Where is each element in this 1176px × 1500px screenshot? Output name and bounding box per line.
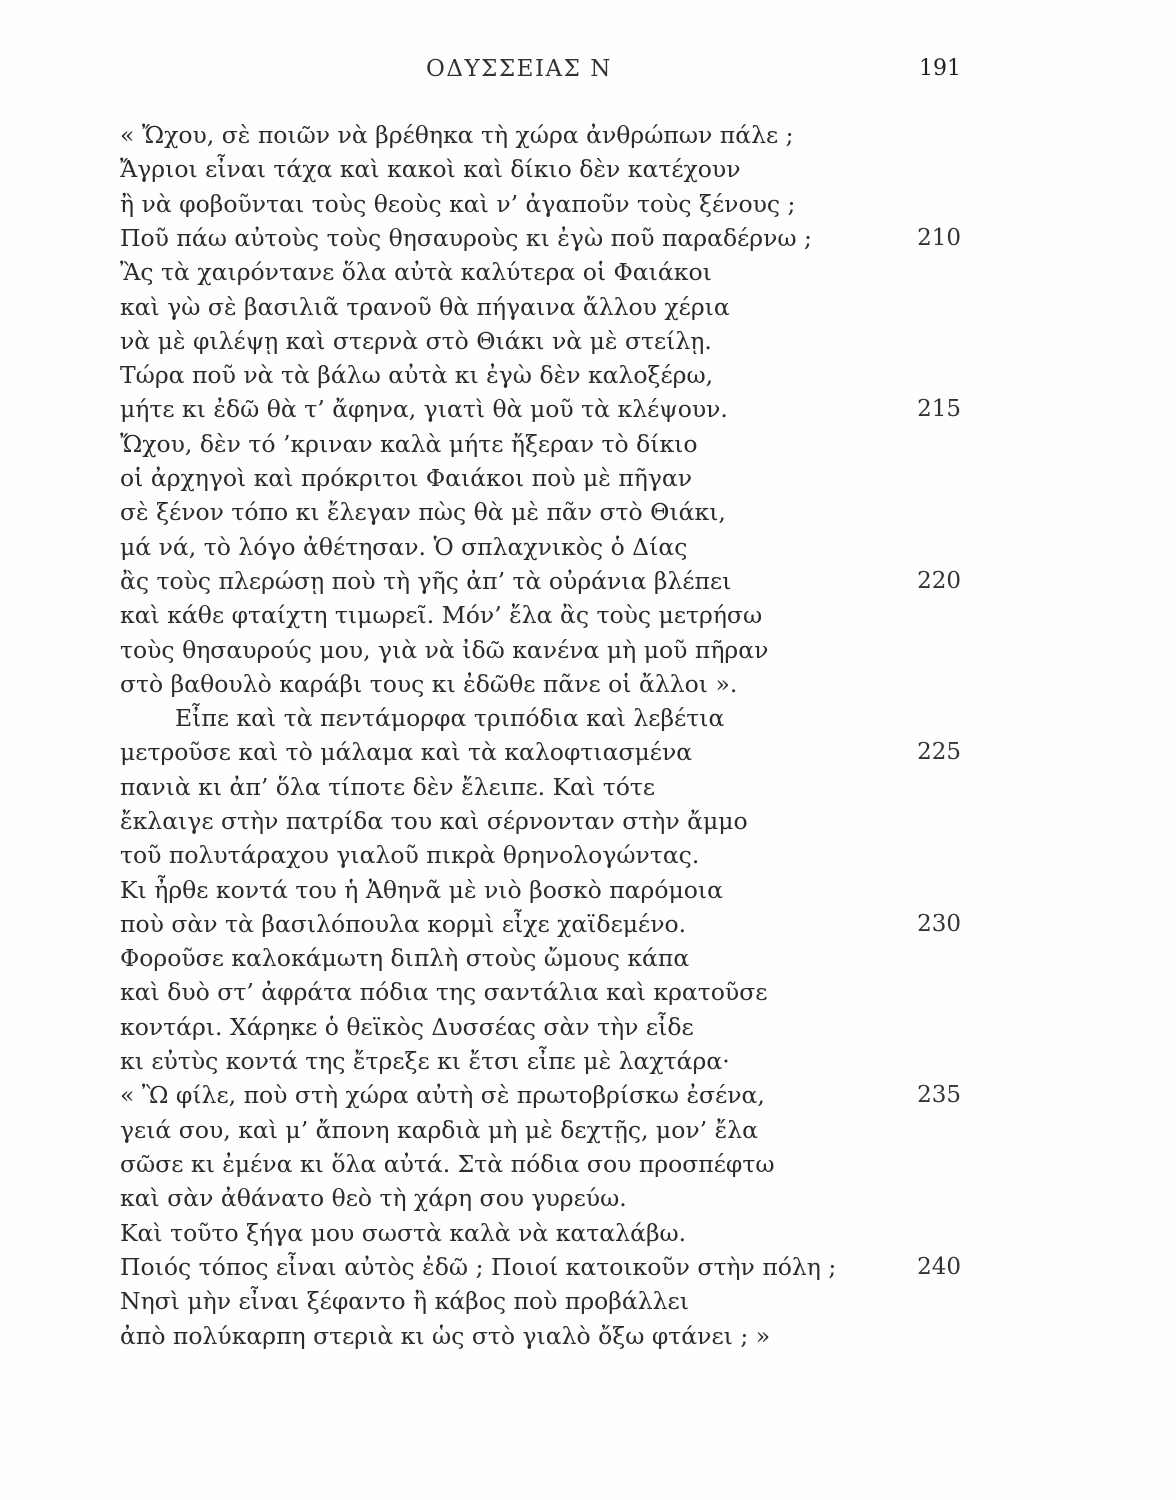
verse-line: σὲ ξένον τόπο κι ἔλεγαν πὼς θὰ μὲ πᾶν στὸ Θιάκι, (120, 498, 726, 526)
verse-line: μετροῦσε καὶ τὸ μάλαμα καὶ τὰ καλοφτιασμένα (120, 738, 693, 766)
line-number: 220 (917, 568, 961, 594)
verse-line: Ποιός τόπος εἶναι αὐτὸς ἐδῶ ; Ποιοί κατοικοῦν στὴν πόλη ; (120, 1253, 837, 1281)
line-number: 230 (917, 911, 961, 937)
verse-line: καὶ κάθε φταίχτη τιμωρεῖ. Μόν’ ἔλα ἂς τοὺς μετρήσω (120, 601, 763, 629)
line-number: 240 (917, 1254, 961, 1280)
verse-line: πανιὰ κι ἀπ’ ὅλα τίποτε δὲν ἔλειπε. Καὶ τότε (120, 773, 656, 801)
verse-line: « Ὢ φίλε, ποὺ στὴ χώρα αὐτὴ σὲ πρωτοβρίσκω ἐσένα, (120, 1081, 765, 1109)
page-number: 191 (919, 56, 961, 81)
line-number: 215 (917, 396, 961, 422)
verse-line: τοῦ πολυτάραχου γιαλοῦ πικρὰ θρηνολογώντας. (120, 841, 700, 869)
verse-line: τοὺς θησαυρούς μου, γιὰ νὰ ἰδῶ κανένα μὴ μοῦ πῆραν (120, 636, 769, 664)
verse-line: Ποῦ πάω αὐτοὺς τοὺς θησαυροὺς κι ἐγὼ ποῦ παραδέρνω ; (120, 224, 812, 252)
verse-line: καὶ σὰν ἀθάνατο θεὸ τὴ χάρη σου γυρεύω. (120, 1184, 627, 1212)
line-number: 235 (917, 1082, 961, 1108)
verse-line: ἂς τοὺς πλερώσῃ ποὺ τὴ γῆς ἀπ’ τὰ οὐράνια βλέπει (120, 567, 732, 595)
verse-line: Φοροῦσε καλοκάμωτη διπλὴ στοὺς ὤμους κάπα (120, 944, 690, 972)
verse-line: Καὶ τοῦτο ξήγα μου σωστὰ καλὰ νὰ καταλάβω. (120, 1219, 687, 1247)
verse-line: Τώρα ποῦ νὰ τὰ βάλω αὐτὰ κι ἐγὼ δὲν καλοξέρω, (120, 361, 714, 389)
line-number: 225 (917, 739, 961, 765)
verse-line: Ἄγριοι εἶναι τάχα καὶ κακοὶ καὶ δίκιο δὲν κατέχουν (120, 155, 741, 183)
verse-line: οἱ ἀρχηγοὶ καὶ πρόκριτοι Φαιάκοι ποὺ μὲ πῆγαν (120, 464, 693, 492)
verse-line: Ἂς τὰ χαιρόντανε ὅλα αὐτὰ καλύτερα οἱ Φαιάκοι (120, 258, 712, 286)
verse-line: καὶ γὼ σὲ βασιλιᾶ τρανοῦ θὰ πήγαινα ἄλλου χέρια (120, 293, 730, 321)
verse-line: καὶ δυὸ στ’ ἀφράτα πόδια της σαντάλια καὶ κρατοῦσε (120, 978, 768, 1006)
verse-line: Ὤχου, δὲν τό ’κριναν καλὰ μήτε ἤξεραν τὸ δίκιο (120, 430, 698, 458)
line-number: 210 (917, 225, 961, 251)
verse-line: Νησὶ μὴν εἶναι ξέφαντο ἢ κάβος ποὺ προβάλλει (120, 1287, 689, 1315)
verse-line: Εἶπε καὶ τὰ πεντάμορφα τριπόδια καὶ λεβέτια (175, 704, 725, 732)
verse-line: ἀπὸ πολύκαρπη στεριὰ κι ὡς στὸ γιαλὸ ὄξω φτάνει ; » (120, 1322, 771, 1350)
verse-line: μά νά, τὸ λόγο ἀθέτησαν. Ὁ σπλαχνικὸς ὁ Δίας (120, 533, 688, 561)
verse-line: ποὺ σὰν τὰ βασιλόπουλα κορμὶ εἶχε χαϊδεμένο. (120, 910, 687, 938)
verse-line: κοντάρι. Χάρηκε ὁ θεϊκὸς Δυσσέας σὰν τὴν εἶδε (120, 1013, 694, 1041)
verse-line: κι εὐτὺς κοντά της ἔτρεξε κι ἔτσι εἶπε μὲ λαχτάρα· (120, 1047, 730, 1075)
verse-line: « Ὤχου, σὲ ποιῶν νὰ βρέθηκα τὴ χώρα ἀνθρώπων πάλε ; (120, 121, 794, 149)
verse-line: Κι ἦρθε κοντά του ἡ Ἀθηνᾶ μὲ νιὸ βοσκὸ παρόμοια (120, 876, 724, 904)
verse-line: νὰ μὲ φιλέψῃ καὶ στερνὰ στὸ Θιάκι νὰ μὲ στείλῃ. (120, 327, 712, 355)
verse-line: σῶσε κι ἐμένα κι ὅλα αὐτά. Στὰ πόδια σου προσπέφτω (120, 1150, 775, 1178)
verse-line: ἢ νὰ φοβοῦνται τοὺς θεοὺς καὶ ν’ ἀγαποῦν τοὺς ξένους ; (120, 190, 796, 218)
verse-line: στὸ βαθουλὸ καράβι τους κι ἐδῶθε πᾶνε οἱ ἄλλοι ». (120, 670, 738, 698)
verse-line: γειά σου, καὶ μ’ ἄπονη καρδιὰ μὴ μὲ δεχτῇς, μον’ ἔλα (120, 1116, 758, 1144)
verse-line: μήτε κι ἐδῶ θὰ τ’ ἄφηνα, γιατὶ θὰ μοῦ τὰ κλέψουν. (120, 395, 728, 423)
verse-line: ἔκλαιγε στὴν πατρίδα του καὶ σέρνονταν στὴν ἄμμο (120, 807, 748, 835)
running-title: ΟΔΥΣΣΕΙΑΣ Ν (426, 56, 612, 82)
